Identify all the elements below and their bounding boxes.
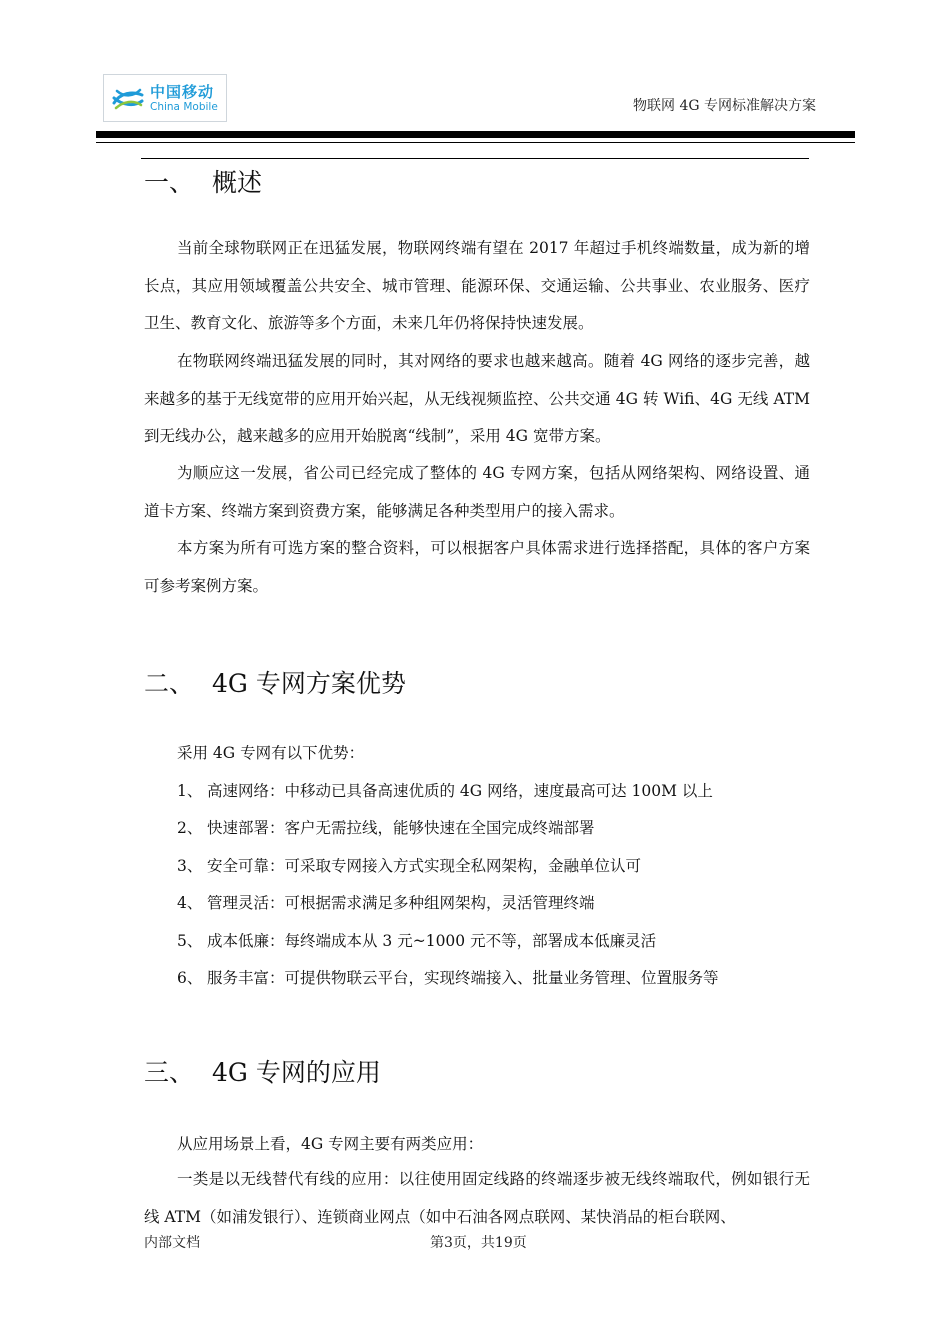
advantage-item: 5、 成本低廉：每终端成本从 3 元~1000 元不等，部署成本低廉灵活 [177,932,657,950]
section-1-paragraph-2: 在物联网终端迅猛发展的同时，其对网络的要求也越来越高。随着 4G 网络的逐步完善，越来越多的基于无线宽带的应用开始兴起，从无线视频监控、公共交通 4G 转 Wifi、4G 无线 ATM 到无线办公，越来越多的应用开始脱离“线制”，采用 4G 宽带方案。 [144,352,810,445]
footer-label: 内部文档 [144,1235,200,1251]
section-1-paragraph-3: 为顺应这一发展，省公司已经完成了整体的 4G 专网方案，包括从网络架构、网络设置、通道卡方案、终端方案到资费方案，能够满足各种类型用户的接入需求。 [144,464,810,520]
advantage-item: 2、 快速部署：客户无需拉线，能够快速在全国完成终端部署 [177,819,595,837]
section-3-heading [144,1053,381,1089]
section-2-number: 二、 [144,669,195,698]
document-title: 物联网 4G 专网标准解决方案 [633,98,816,114]
advantage-item: 6、 服务丰富：可提供物联云平台，实现终端接入、批量业务管理、位置服务等 [177,969,719,987]
logo-english-text: China Mobile [150,101,218,113]
section-3-title: 4G 专网的应用 [212,1058,381,1087]
header-rule-thick [96,131,855,138]
section-1-number: 一、 [144,168,195,197]
header-rule-thin [96,142,855,143]
china-mobile-swirl-icon [110,81,146,117]
section-1-title: 概述 [212,168,263,197]
advantage-item: 4、 管理灵活：可根据需求满足多种组网架构，灵活管理终端 [177,894,595,912]
section-1-heading [144,163,262,199]
section-2-heading [144,664,406,700]
section-2-title: 4G 专网方案优势 [212,669,406,698]
page-number: 第3页，共19页 [430,1235,527,1251]
section-3-paragraph: 一类是以无线替代有线的应用：以往使用固定线路的终端逐步被无线终端取代，例如银行无线 ATM（如浦发银行）、连锁商业网点（如中石油各网点联网、某快消品的柜台联网、 [144,1170,810,1226]
section-3-number: 三、 [144,1058,195,1087]
section-1-paragraph-4: 本方案为所有可选方案的整合资料，可以根据客户具体需求进行选择搭配，具体的客户方案可参考案例方案。 [144,539,810,595]
advantage-item: 3、 安全可靠：可采取专网接入方式实现全私网架构，金融单位认可 [177,857,642,875]
logo-chinese-text: 中国移动 [150,83,215,101]
section-rule [141,158,809,159]
section-1-paragraph-1: 当前全球物联网正在迅猛发展，物联网终端有望在 2017 年超过手机终端数量，成为新的增长点，其应用领域覆盖公共安全、城市管理、能源环保、交通运输、公共事业、农业服务、医疗卫生、教育文化、旅游等多个方面，未来几年仍将保持快速发展。 [144,239,810,332]
section-3-intro: 从应用场景上看，4G 专网主要有两类应用： [177,1135,484,1153]
china-mobile-logo [103,74,227,122]
advantage-item: 1、 高速网络：中移动已具备高速优质的 4G 网络，速度最高可达 100M 以上 [177,782,713,800]
section-2-intro: 采用 4G 专网有以下优势： [177,744,365,762]
